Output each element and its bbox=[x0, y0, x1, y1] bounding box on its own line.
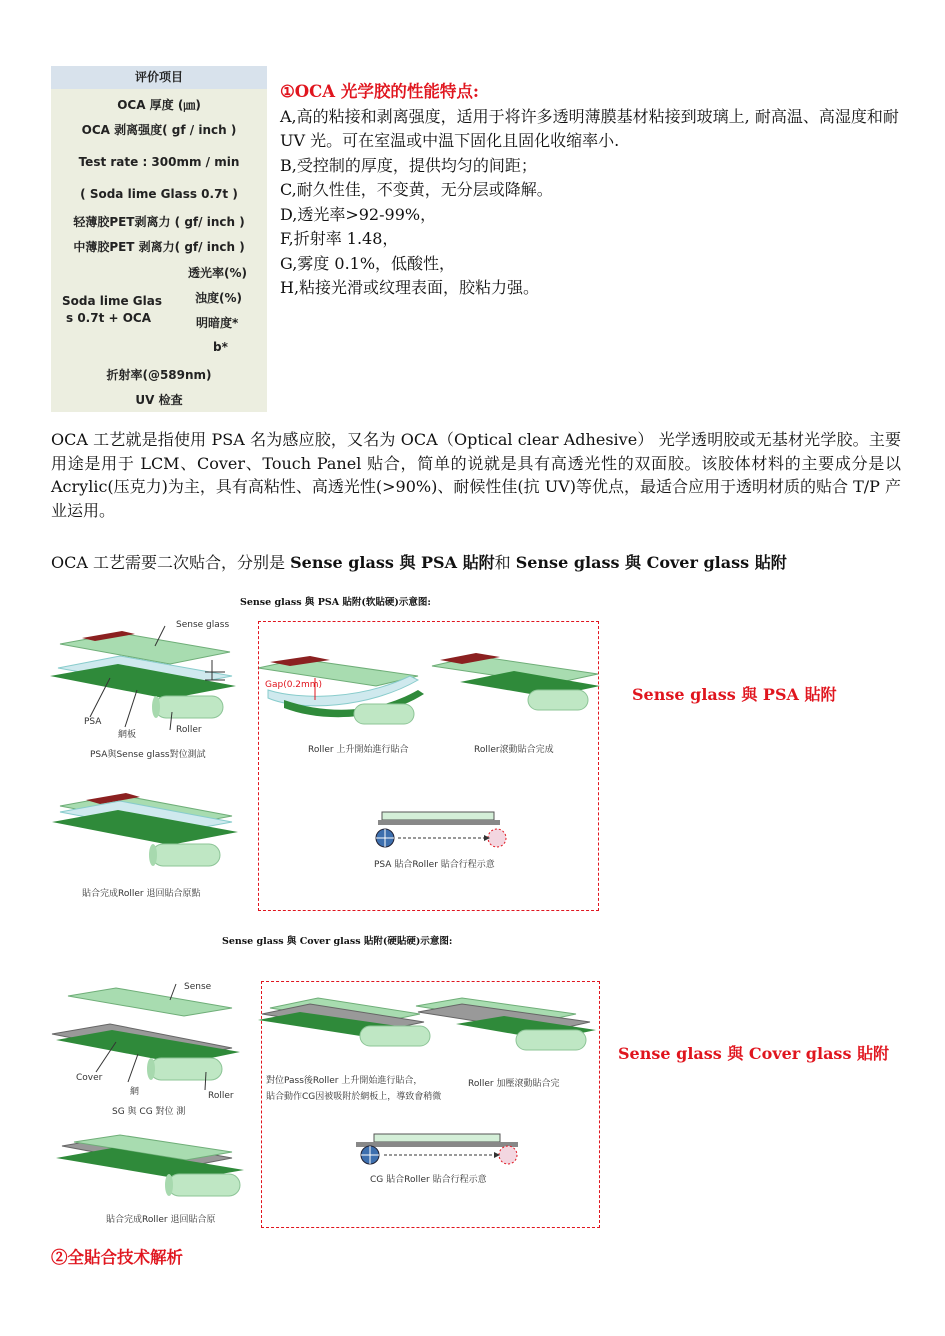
d2-side-label: Sense glass 與 Cover glass 貼附 bbox=[618, 1044, 890, 1063]
row-thin-pet: 轻薄胶PET剥离力 ( gf/ inch ) bbox=[73, 215, 245, 229]
diagram1-title: Sense glass 與 PSA 貼附(软貼硬)示意图: bbox=[240, 597, 431, 608]
diagram2-sense-plate bbox=[68, 988, 232, 1016]
diagram2-roller bbox=[147, 1058, 222, 1080]
d1-caption-path: PSA 貼合Roller 貼合行程示意 bbox=[374, 860, 495, 870]
d1-gap: Gap(0.2mm) bbox=[265, 680, 323, 690]
d2-label-cover: Cover bbox=[76, 1073, 103, 1083]
process-bold-2: Sense glass 與 Cover glass 貼附 bbox=[515, 553, 787, 572]
d2-label-roller: Roller bbox=[208, 1091, 234, 1101]
feature-f: F,折射率 1.48， bbox=[280, 229, 399, 248]
d1-caption-return: 貼合完成Roller 退回貼合原點 bbox=[82, 889, 201, 899]
row-thickness: OCA 厚度 (㎛) bbox=[117, 98, 201, 112]
feature-g: G,雾度 0.1%，低酸性， bbox=[280, 253, 456, 273]
d1-caption-test: PSA與Sense glass對位測試 bbox=[90, 750, 206, 760]
row-rate: Test rate : 300mm / min bbox=[78, 155, 240, 169]
row-transmittance: 透光率(%) bbox=[188, 266, 247, 280]
row-glass: ( Soda lime Glass 0.7t ) bbox=[80, 187, 238, 201]
d2-caption-step1a: 對位Pass後Roller 上升開始進行貼合， bbox=[266, 1076, 423, 1086]
diagram2-roller-return bbox=[165, 1174, 240, 1196]
feature-h: H,粘接光滑或纹理表面，胶粘力强。 bbox=[280, 278, 540, 297]
feature-d: D,透光率>92-99%， bbox=[280, 204, 437, 224]
d1-caption-done: Roller滾動貼合完成 bbox=[474, 745, 554, 755]
row-soda-2: s 0.7t + OCA bbox=[66, 311, 152, 325]
d2-caption-path: CG 貼合Roller 貼合行程示意 bbox=[370, 1175, 487, 1185]
diagram1-sense-glass-plate bbox=[60, 631, 230, 664]
diagram2-bonded-stack bbox=[56, 1135, 244, 1180]
row-haze: 浊度(%) bbox=[195, 291, 242, 305]
d1-caption-rise: Roller 上升開始進行貼合 bbox=[308, 745, 409, 755]
d2-caption-test: SG 與 CG 對位 測 bbox=[112, 1107, 186, 1117]
d2-caption-step1b: 貼合動作CG因被吸附於網板上，導致會稍微 bbox=[266, 1092, 442, 1102]
diagram2-dashed-box bbox=[261, 981, 600, 1228]
d1-label-roller: Roller bbox=[176, 725, 202, 735]
diagram1-bonded-stack bbox=[52, 793, 238, 845]
section2-title: ②全貼合技术解析 bbox=[51, 1248, 183, 1267]
row-b: b* bbox=[213, 340, 228, 354]
table-header: 评价项目 bbox=[51, 66, 267, 89]
diagram2-title: Sense glass 與 Cover glass 貼附(硬貼硬)示意图: bbox=[222, 936, 453, 947]
process-bold-1: Sense glass 與 PSA 貼附 bbox=[290, 553, 495, 572]
d1-side-label: Sense glass 與 PSA 貼附 bbox=[632, 685, 837, 704]
row-mid-pet: 中薄胶PET 剥离力( gf/ inch ) bbox=[73, 240, 245, 254]
row-refractive: 折射率(@589nm) bbox=[106, 368, 212, 382]
feature-b: B,受控制的厚度，提供均匀的间距； bbox=[280, 155, 537, 175]
intro-paragraph: OCA 工艺就是指使用 PSA 名为感应胶，又名为 OCA（Optical clear Adhesive） 光学透明胶或无基材光学胶。主要用途是用于 LCM、Cover、Touch Panel 贴合，简单的说就是具有高透光性的双面胶。该胶体材料的主要成分是以 Acrylic(压克力)为主，具有高粘性、高透光性(>90%)、耐候性佳(抗 UV)等优点，最适合应用于透明材质的贴合 T/P 产业运用。 bbox=[51, 430, 901, 520]
d2-label-mesh: 網 bbox=[130, 1087, 140, 1097]
row-uv: UV 检查 bbox=[135, 393, 183, 407]
features-title: ①OCA 光学胶的性能特点: bbox=[280, 82, 479, 101]
diagram1-roller bbox=[152, 696, 223, 718]
feature-a: A,高的粘接和剥离强度，适用于将许多透明薄膜基材粘接到玻璃上, 耐高温、高湿度和耐 UV 光。可在室温或中温下固化且固化收缩率小. bbox=[280, 106, 899, 150]
d1-label-psa: PSA bbox=[84, 717, 102, 727]
d2-caption-step2: Roller 加壓滾動貼合完 bbox=[468, 1079, 560, 1089]
diagram1-roller-return bbox=[149, 844, 220, 866]
feature-c: C,耐久性佳，不变黄，无分层或降解。 bbox=[280, 180, 553, 199]
d1-label-sense: Sense glass bbox=[176, 620, 230, 630]
row-soda-1: Soda lime Glas bbox=[62, 294, 163, 308]
d2-label-sense: Sense bbox=[184, 982, 212, 992]
row-peel: OCA 剥离强度( gf / inch ) bbox=[81, 123, 237, 137]
row-lightness: 明暗度* bbox=[196, 316, 239, 330]
d2-caption-return: 貼合完成Roller 退回貼合原 bbox=[106, 1215, 216, 1225]
process-middle: 和 bbox=[494, 553, 516, 572]
d1-label-mesh: 網板 bbox=[118, 730, 137, 740]
process-prefix: OCA 工艺需要二次贴合，分别是 bbox=[51, 553, 291, 572]
